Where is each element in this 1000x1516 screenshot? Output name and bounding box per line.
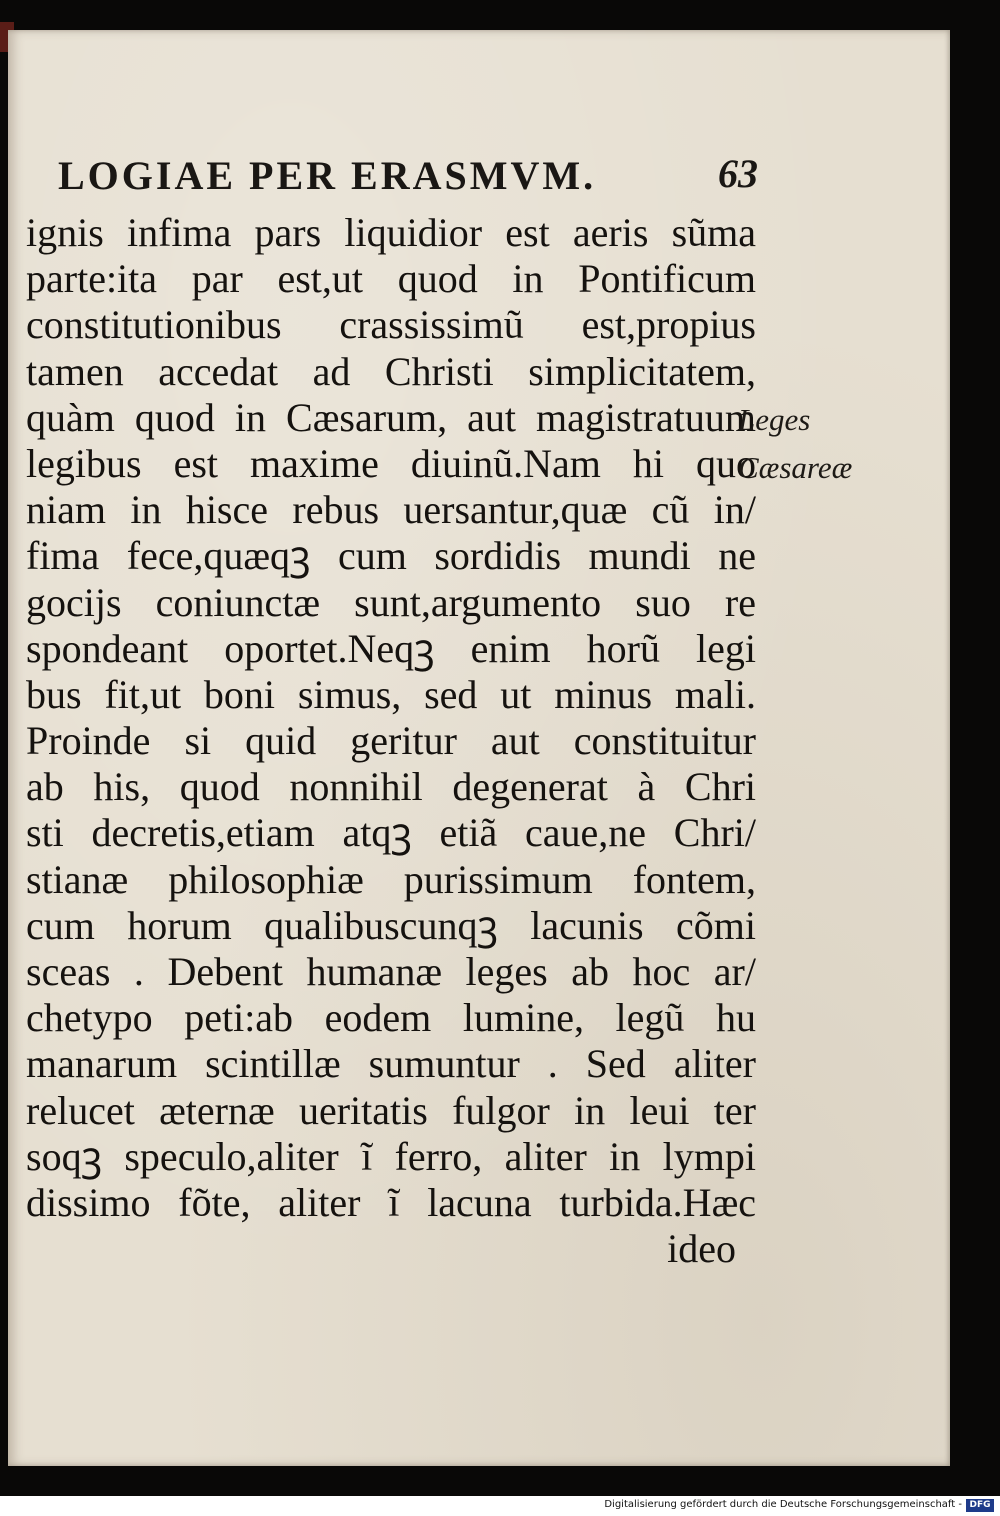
text-line: chetypo peti:ab eodem lumine, legũ hu bbox=[26, 995, 756, 1041]
text-line: tamen accedat ad Christi simplicitatem, bbox=[26, 348, 756, 394]
page-number: 63 bbox=[718, 151, 758, 196]
running-head-title: LOGIAE PER ERASMVM. bbox=[58, 153, 597, 198]
text-line: sceas . Debent humanæ leges ab hoc ar/ bbox=[26, 949, 756, 994]
text-line: manarum scintillæ sumuntur . Sed aliter bbox=[26, 1041, 756, 1087]
digitization-footer bbox=[0, 1496, 1000, 1516]
marginal-note bbox=[738, 396, 852, 492]
catchword: ideo bbox=[667, 1226, 736, 1272]
text-line: legibus est maxime diuinũ.Nam hi quo bbox=[26, 440, 756, 486]
text-line: cum horum qualibuscunqꝫ lacunis cõmi bbox=[26, 902, 756, 948]
running-head bbox=[58, 150, 778, 210]
text-line: ignis infima pars liquidior est aeris sũma bbox=[26, 210, 756, 255]
text-line: sti decretis,etiam atqꝫ etiã caue,ne Chri/ bbox=[26, 810, 756, 856]
marginal-note-line: Cæsareæ bbox=[738, 450, 853, 485]
dfg-logo: DFG bbox=[966, 1499, 994, 1512]
funding-credit: Digitalisierung gefördert durch die Deutsche Forschungsgemeinschaft - bbox=[604, 1499, 962, 1510]
marginal-note-line: Leges bbox=[738, 402, 811, 437]
body-text bbox=[26, 210, 756, 1272]
text-line: relucet æternæ ueritatis fulgor in leui ter bbox=[26, 1087, 756, 1133]
text-line: fima fece,quæqꝫ cum sordidis mundi ne bbox=[26, 533, 756, 579]
text-line: spondeant oportet.Neqꝫ enim horũ legi bbox=[26, 625, 756, 671]
text-line: soqꝫ speculo,aliter ĩ ferro, aliter in lympi bbox=[26, 1133, 756, 1179]
text-line: quàm quod in Cæsarum, aut magistratuum bbox=[26, 394, 756, 440]
text-line: parte:ita par est,ut quod in Pontificum bbox=[26, 256, 756, 302]
text-line: stianæ philosophiæ purissimum fontem, bbox=[26, 856, 756, 902]
text-line: constitutionibus crassissimũ est,propius bbox=[26, 302, 756, 348]
text-line: Proinde si quid geritur aut constituitur bbox=[26, 718, 756, 764]
text-line: niam in hisce rebus uersantur,quæ cũ in/ bbox=[26, 487, 756, 533]
text-line: ab his, quod nonnihil degenerat à Chri bbox=[26, 764, 756, 810]
text-line: gocijs coniunctæ sunt,argumento suo re bbox=[26, 579, 756, 625]
text-line: bus fit,ut boni simus, sed ut minus mali. bbox=[26, 671, 756, 717]
text-line: dissimo fõte, aliter ĩ lacuna turbida.Hæc bbox=[26, 1179, 756, 1225]
